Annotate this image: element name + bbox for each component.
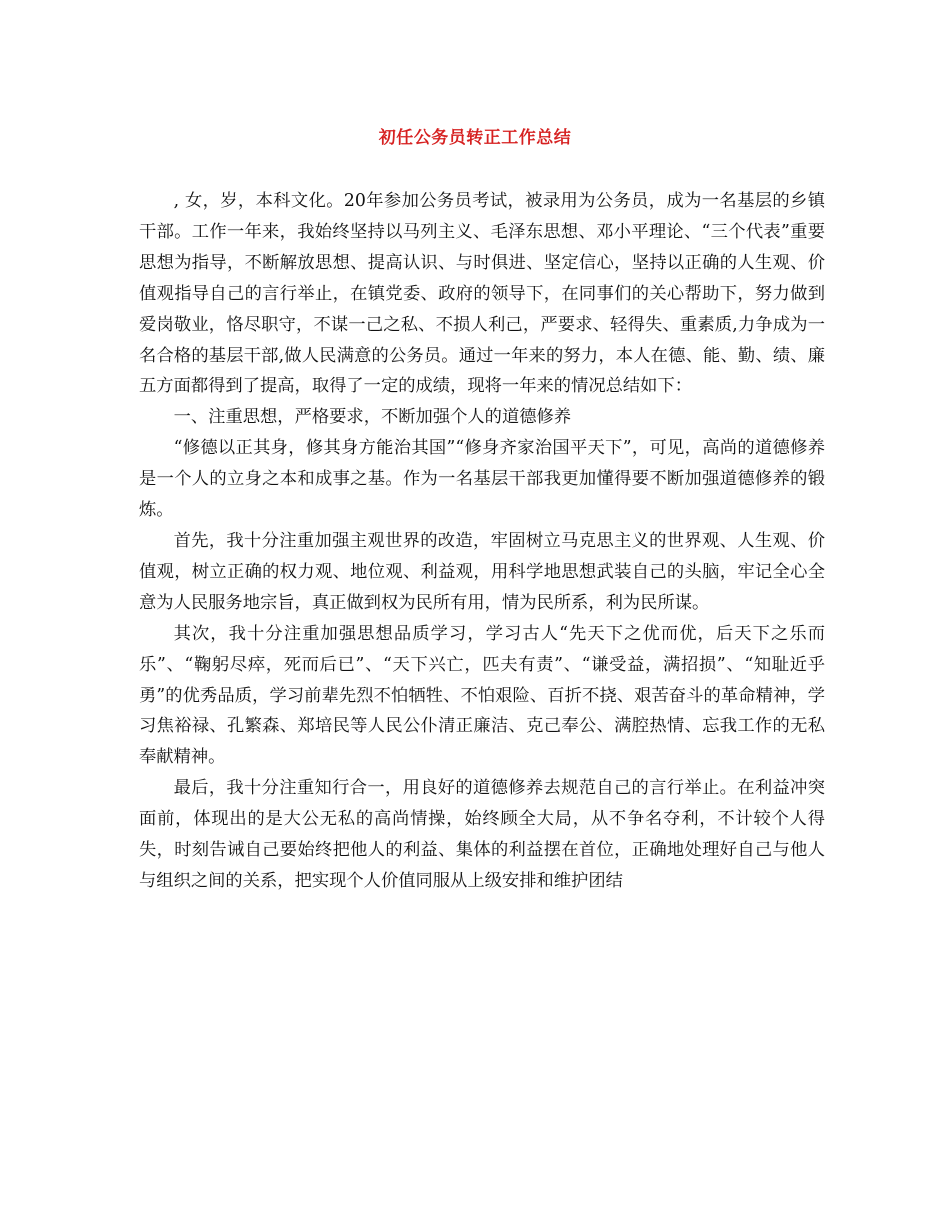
paragraph-intro: , 女，岁，本科文化。20年参加公务员考试，被录用为公务员，成为一名基层的乡镇干部。工作一年来，我始终坚持以马列主义、毛泽东思想、邓小平理论、“三个代表”重要思想为指导，不断解放思想、提高认识、与时俱进、坚定信心，坚持以正确的人生观、价值观指导自己的言行举止，在镇党委、政府的领导下，在同事们的关心帮助下，努力做到爱岗敬业，恪尽职守，不谋一己之私、不损人利己，严要求、轻得失、重素质,力争成为一名合格的基层干部,做人民满意的公务员。通过一年来的努力，本人在德、能、勤、绩、廉五方面都得到了提高，取得了一定的成绩，现将一年来的情况总结如下： — [139, 191, 825, 397]
paragraph-first: 首先，我十分注重加强主观世界的改造，牢固树立马克思主义的世界观、人生观、价值观，树立正确的权力观、地位观、利益观，用科学地思想武装自己的头脑，牢记全心全意为人民服务地宗旨，真正做到权为民所有用，情为民所系，利为民所谋。 — [139, 530, 825, 613]
paragraph-second: 其次，我十分注重加强思想品质学习，学习古人“先天下之优而优，后天下之乐而乐”、“鞠躬尽瘁，死而后已”、“天下兴亡，匹夫有责”、“谦受益，满招损”、“知耻近乎勇”的优秀品质，学习前辈先烈不怕牺牲、不怕艰险、百折不挠、艰苦奋斗的革命精神，学习焦裕禄、孔繁森、郑培民等人民公仆清正廉洁、克己奉公、满腔热情、忘我工作的无私奉献精神。 — [139, 623, 825, 768]
paragraph-quote: “修德以正其身，修其身方能治其国”“修身齐家治国平天下”，可见，高尚的道德修养是一个人的立身之本和成事之基。作为一名基层干部我更加懂得要不断加强道德修养的锻炼。 — [139, 438, 825, 521]
section-heading-1: 一、注重思想，严格要求，不断加强个人的道德修养 — [173, 407, 572, 428]
paragraph-last: 最后，我十分注重知行合一，用良好的道德修养去规范自己的言行举止。在利益冲突面前，体现出的是大公无私的高尚情操，始终顾全大局，从不争名夺利，不计较个人得失，时刻告诫自己要始终把他人的利益、集体的利益摆在首位，正确地处理好自己与他人与组织之间的关系，把实现个人价值同服从上级安排和维护团结 — [139, 778, 825, 891]
document-body — [139, 186, 825, 897]
document-title: 初任公务员转正工作总结 — [378, 128, 572, 148]
